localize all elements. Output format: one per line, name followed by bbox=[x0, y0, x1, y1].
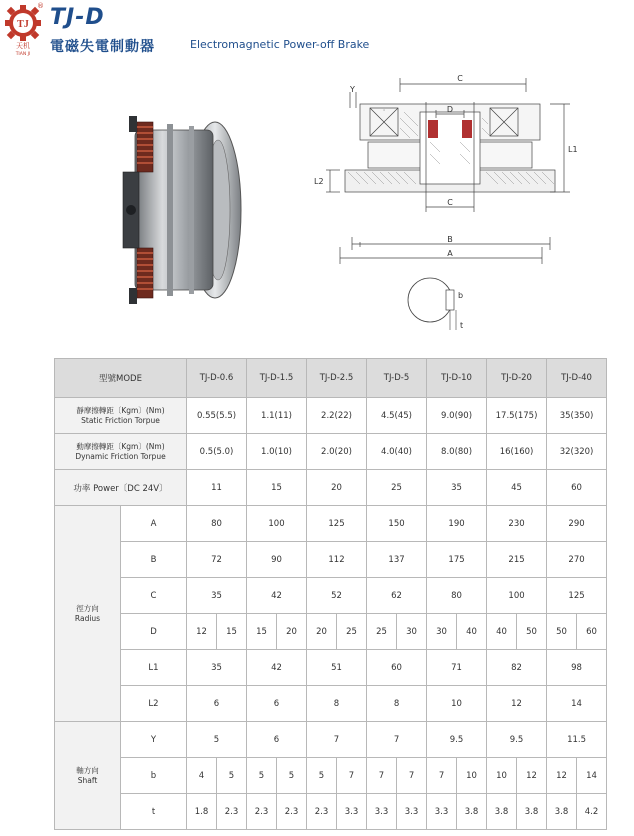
table-cell: 190 bbox=[427, 506, 487, 542]
table-cell: 150 bbox=[367, 506, 427, 542]
table-cell: 12 bbox=[187, 614, 217, 650]
table-cell: 82 bbox=[487, 650, 547, 686]
table-cell: 14 bbox=[547, 686, 607, 722]
table-cell: 2.2(22) bbox=[307, 398, 367, 434]
table-cell: 25 bbox=[367, 614, 397, 650]
table-cell: 7 bbox=[397, 758, 427, 794]
model-col: TJ-D-1.5 bbox=[247, 359, 307, 398]
table-cell: 42 bbox=[247, 650, 307, 686]
table-cell: 100 bbox=[247, 506, 307, 542]
product-model-title: TJ-D bbox=[50, 5, 105, 30]
model-col: TJ-D-40 bbox=[547, 359, 607, 398]
table-cell: 3.3 bbox=[427, 794, 457, 830]
table-cell: 32(320) bbox=[547, 434, 607, 470]
table-row-c bbox=[55, 578, 607, 614]
model-col: TJ-D-10 bbox=[427, 359, 487, 398]
row-label: Y bbox=[121, 722, 187, 758]
table-cell: 98 bbox=[547, 650, 607, 686]
model-col: TJ-D-5 bbox=[367, 359, 427, 398]
table-cell: 2.3 bbox=[307, 794, 337, 830]
registered-mark: ® bbox=[37, 2, 44, 10]
table-header-row bbox=[55, 359, 607, 398]
table-cell: 8 bbox=[307, 686, 367, 722]
spec-table bbox=[54, 358, 607, 830]
table-cell: 4.2 bbox=[577, 794, 607, 830]
table-cell: 90 bbox=[247, 542, 307, 578]
logo-mark: TJ bbox=[17, 19, 29, 30]
dim-label-c-bottom: C bbox=[447, 198, 453, 207]
table-cell: 50 bbox=[517, 614, 547, 650]
model-col: TJ-D-0.6 bbox=[187, 359, 247, 398]
row-label: L1 bbox=[121, 650, 187, 686]
table-row-t bbox=[55, 794, 607, 830]
table-cell: 6 bbox=[247, 722, 307, 758]
dim-label-b: B bbox=[447, 235, 453, 244]
table-cell: 3.3 bbox=[367, 794, 397, 830]
table-cell: 10 bbox=[487, 758, 517, 794]
table-cell: 35 bbox=[187, 578, 247, 614]
dim-label-l2: L2 bbox=[314, 177, 324, 186]
row-label: D bbox=[121, 614, 187, 650]
table-cell: 12 bbox=[517, 758, 547, 794]
table-cell: 1.0(10) bbox=[247, 434, 307, 470]
table-row-a bbox=[55, 506, 607, 542]
table-cell: 7 bbox=[427, 758, 457, 794]
table-row-static-torque bbox=[55, 398, 607, 434]
table-row-b bbox=[55, 542, 607, 578]
table-cell: 1.8 bbox=[187, 794, 217, 830]
row-label-dynamic: 動摩擦轉距〔Kgm〕(Nm) Dynamic Friction Torpue bbox=[55, 434, 187, 470]
table-row-l2 bbox=[55, 686, 607, 722]
table-cell: 20 bbox=[307, 470, 367, 506]
header-model-label: 型號MODE bbox=[55, 359, 187, 398]
table-cell: 4.0(40) bbox=[367, 434, 427, 470]
table-cell: 3.3 bbox=[397, 794, 427, 830]
dim-label-shaft-b: b bbox=[458, 291, 464, 300]
table-cell: 125 bbox=[307, 506, 367, 542]
row-label: t bbox=[121, 794, 187, 830]
table-cell: 14 bbox=[577, 758, 607, 794]
table-cell: 7 bbox=[307, 722, 367, 758]
table-cell: 125 bbox=[547, 578, 607, 614]
table-cell: 3.8 bbox=[457, 794, 487, 830]
table-cell: 15 bbox=[247, 614, 277, 650]
table-cell: 9.5 bbox=[427, 722, 487, 758]
model-col: TJ-D-2.5 bbox=[307, 359, 367, 398]
row-label: L2 bbox=[121, 686, 187, 722]
table-cell: 290 bbox=[547, 506, 607, 542]
table-cell: 4 bbox=[187, 758, 217, 794]
table-cell: 35(350) bbox=[547, 398, 607, 434]
product-title-cn: 電磁失電制動器 bbox=[50, 39, 155, 55]
table-cell: 52 bbox=[307, 578, 367, 614]
table-cell: 0.55(5.5) bbox=[187, 398, 247, 434]
dim-label-y: Y bbox=[350, 85, 355, 94]
row-label: B bbox=[121, 542, 187, 578]
table-row-l1 bbox=[55, 650, 607, 686]
dim-label-l1: L1 bbox=[568, 145, 578, 154]
table-cell: 62 bbox=[367, 578, 427, 614]
table-cell: 71 bbox=[427, 650, 487, 686]
table-cell: 7 bbox=[367, 758, 397, 794]
table-cell: 100 bbox=[487, 578, 547, 614]
table-cell: 2.3 bbox=[217, 794, 247, 830]
table-row-y bbox=[55, 722, 607, 758]
table-cell: 80 bbox=[187, 506, 247, 542]
table-cell: 10 bbox=[427, 686, 487, 722]
table-cell: 5 bbox=[307, 758, 337, 794]
table-cell: 20 bbox=[307, 614, 337, 650]
table-cell: 17.5(175) bbox=[487, 398, 547, 434]
table-cell: 6 bbox=[187, 686, 247, 722]
table-cell: 5 bbox=[247, 758, 277, 794]
table-cell: 9.5 bbox=[487, 722, 547, 758]
table-cell: 25 bbox=[367, 470, 427, 506]
table-row-dynamic-torque bbox=[55, 434, 607, 470]
table-cell: 12 bbox=[547, 758, 577, 794]
table-cell: 4.5(45) bbox=[367, 398, 427, 434]
row-label: b bbox=[121, 758, 187, 794]
table-cell: 215 bbox=[487, 542, 547, 578]
table-cell: 60 bbox=[367, 650, 427, 686]
table-cell: 8 bbox=[367, 686, 427, 722]
table-cell: 3.3 bbox=[337, 794, 367, 830]
table-cell: 30 bbox=[427, 614, 457, 650]
table-cell: 25 bbox=[337, 614, 367, 650]
table-cell: 50 bbox=[547, 614, 577, 650]
page-header bbox=[0, 0, 634, 60]
table-cell: 9.0(90) bbox=[427, 398, 487, 434]
table-cell: 8.0(80) bbox=[427, 434, 487, 470]
table-cell: 6 bbox=[247, 686, 307, 722]
technical-drawing bbox=[300, 72, 600, 347]
dim-label-d: D bbox=[446, 105, 454, 114]
table-cell: 175 bbox=[427, 542, 487, 578]
table-cell: 72 bbox=[187, 542, 247, 578]
dim-label-c-top: C bbox=[457, 74, 463, 83]
table-cell: 60 bbox=[577, 614, 607, 650]
logo-en-text: TIAN JI bbox=[15, 52, 31, 56]
table-cell: 51 bbox=[307, 650, 367, 686]
table-cell: 40 bbox=[487, 614, 517, 650]
table-cell: 45 bbox=[487, 470, 547, 506]
row-label-power: 功率 Power〔DC 24V〕 bbox=[55, 470, 187, 506]
table-cell: 30 bbox=[397, 614, 427, 650]
table-cell: 60 bbox=[547, 470, 607, 506]
table-cell: 7 bbox=[337, 758, 367, 794]
table-cell: 11.5 bbox=[547, 722, 607, 758]
dim-label-a: A bbox=[447, 249, 453, 258]
table-cell: 35 bbox=[427, 470, 487, 506]
table-cell: 15 bbox=[217, 614, 247, 650]
table-cell: 1.1(11) bbox=[247, 398, 307, 434]
model-col: TJ-D-20 bbox=[487, 359, 547, 398]
table-cell: 5 bbox=[277, 758, 307, 794]
table-cell: 35 bbox=[187, 650, 247, 686]
row-label: C bbox=[121, 578, 187, 614]
table-cell: 7 bbox=[367, 722, 427, 758]
row-label-static: 靜摩擦轉距〔Kgm〕(Nm) Static Friction Torpue bbox=[55, 398, 187, 434]
table-cell: 112 bbox=[307, 542, 367, 578]
table-row-power bbox=[55, 470, 607, 506]
row-label: A bbox=[121, 506, 187, 542]
table-cell: 137 bbox=[367, 542, 427, 578]
table-cell: 5 bbox=[217, 758, 247, 794]
table-cell: 3.8 bbox=[487, 794, 517, 830]
table-cell: 5 bbox=[187, 722, 247, 758]
table-cell: 16(160) bbox=[487, 434, 547, 470]
table-cell: 15 bbox=[247, 470, 307, 506]
logo-cn-text: 天机 bbox=[16, 42, 30, 50]
table-cell: 80 bbox=[427, 578, 487, 614]
table-cell: 2.3 bbox=[247, 794, 277, 830]
table-cell: 2.0(20) bbox=[307, 434, 367, 470]
group-label-radius: 徑方向 Radius bbox=[55, 506, 121, 722]
table-cell: 12 bbox=[487, 686, 547, 722]
dim-label-shaft-t: t bbox=[460, 321, 464, 330]
table-cell: 3.8 bbox=[547, 794, 577, 830]
table-cell: 40 bbox=[457, 614, 487, 650]
table-cell: 230 bbox=[487, 506, 547, 542]
table-cell: 270 bbox=[547, 542, 607, 578]
table-cell: 42 bbox=[247, 578, 307, 614]
table-cell: 2.3 bbox=[277, 794, 307, 830]
table-row-d bbox=[55, 614, 607, 650]
tianji-gear-logo bbox=[4, 4, 42, 56]
table-cell: 10 bbox=[457, 758, 487, 794]
group-label-shaft: 軸方向 Shaft bbox=[55, 722, 121, 830]
table-cell: 3.8 bbox=[517, 794, 547, 830]
table-row-shaft-b bbox=[55, 758, 607, 794]
brake-product-photo bbox=[105, 112, 245, 308]
table-cell: 11 bbox=[187, 470, 247, 506]
table-cell: 0.5(5.0) bbox=[187, 434, 247, 470]
table-cell: 20 bbox=[277, 614, 307, 650]
product-title-en: Electromagnetic Power-off Brake bbox=[190, 38, 370, 51]
